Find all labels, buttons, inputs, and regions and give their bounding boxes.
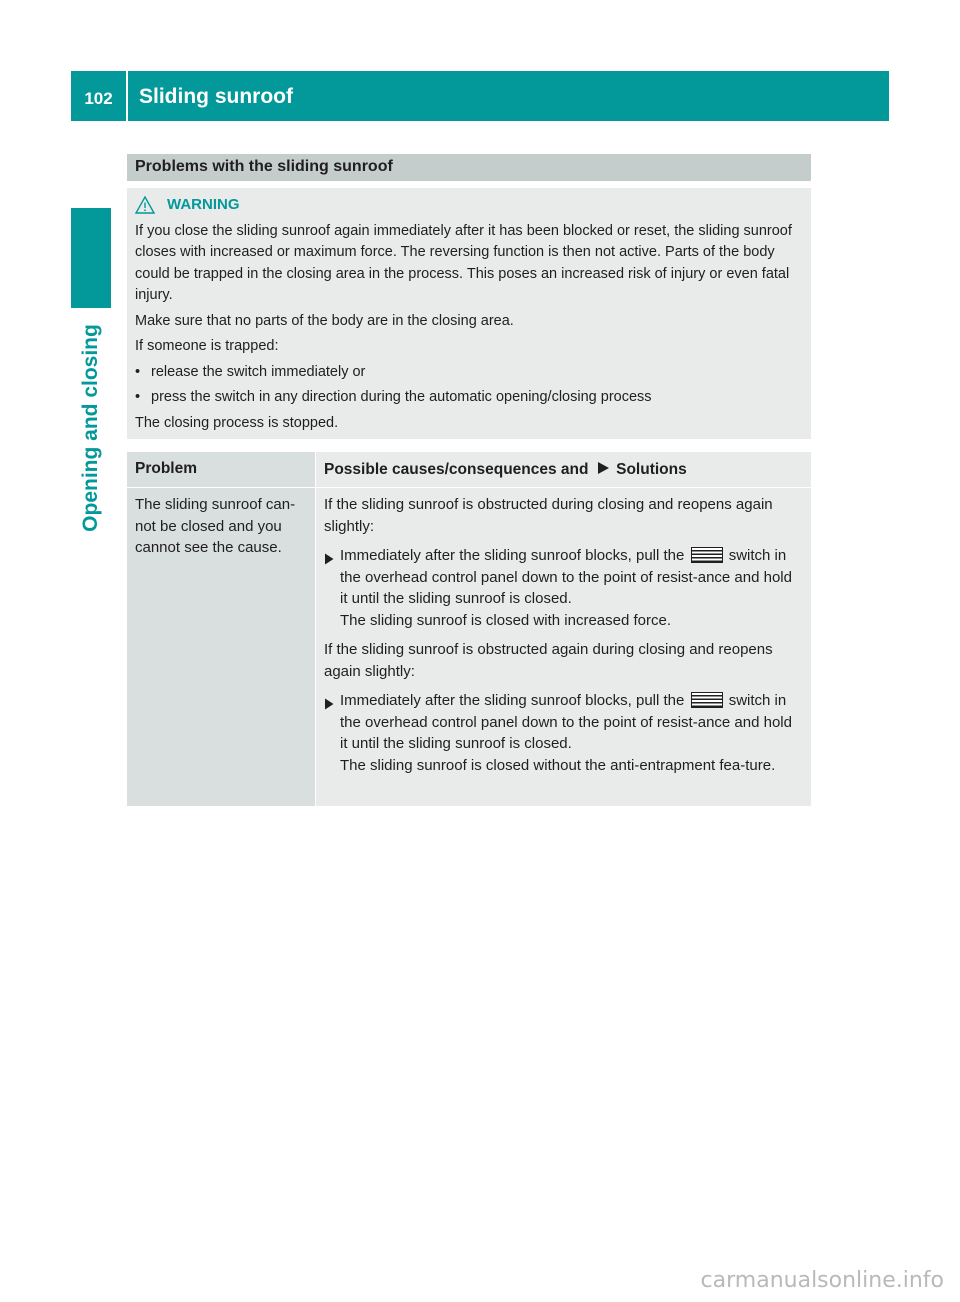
problem-cell: The sliding sunroof can-not be closed and you cannot see the cause.: [127, 488, 315, 806]
list-item: [135, 362, 803, 384]
sunroof-switch-icon: [691, 692, 723, 708]
side-tab: [71, 308, 111, 548]
warning-paragraph: If you close the sliding sunroof again immediately after it has been blocked or reset, the sliding sunroof closes with increased or maximum force. The reversing function is then not active. Parts of the body could be trapped in the closing area in the process. This poses an increased risk of injury or even fatal injury.: [135, 222, 792, 303]
step-text: Immediately after the sliding sunroof blocks, pull the: [340, 547, 685, 564]
column-header-causes: Possible causes/consequences and: [324, 461, 589, 478]
side-tab-marker: [71, 208, 111, 308]
sunroof-switch-icon: [691, 547, 723, 563]
step-text: switch in the overhead control panel down to the point of resist-ance and hold it until the sliding sunroof is closed.: [340, 547, 792, 607]
page-number: 102: [84, 89, 113, 108]
step-result: The sliding sunroof is closed without the anti-entrapment fea-ture.: [340, 756, 776, 774]
warning-bullet-list: [135, 362, 803, 409]
warning-closing: The closing process is stopped.: [135, 414, 339, 431]
warning-heading: [135, 194, 803, 216]
warning-label: WARNING: [167, 196, 240, 213]
solution-step: [324, 545, 803, 631]
column-header-solutions-label: Solutions: [616, 461, 687, 478]
warning-paragraph: Make sure that no parts of the body are in the closing area.: [135, 312, 514, 329]
cause-text: If the sliding sunroof is obstructed again during closing and reopens again slightly:: [324, 641, 773, 680]
column-header-problem: Problem: [127, 452, 315, 487]
watermark: carmanualsonline.info: [700, 1268, 944, 1293]
step-text: Immediately after the sliding sunroof blocks, pull the: [340, 692, 685, 709]
bullet-text: press the switch in any direction during the automatic opening/closing process: [151, 389, 652, 405]
table-header: [127, 452, 811, 487]
bullet-text: release the switch immediately or: [151, 363, 366, 380]
play-arrow-icon: [596, 461, 610, 475]
chapter-title: Sliding sunroof: [139, 85, 293, 108]
solution-step: [324, 690, 803, 776]
list-item: [135, 387, 803, 409]
step-text: switch in the overhead control panel down to the point of resist-ance and hold it until the sliding sunroof is closed.: [340, 692, 792, 752]
step-content: [340, 690, 803, 776]
warning-box: [127, 188, 811, 439]
bullet-icon: •: [135, 363, 141, 380]
side-tab-label: Opening and closing: [79, 324, 102, 532]
step-result: The sliding sunroof is closed with increased force.: [340, 611, 671, 629]
column-header-solutions: [315, 452, 811, 487]
step-arrow-icon: [324, 690, 340, 776]
page-header: [71, 71, 889, 121]
table-row: [127, 488, 811, 806]
step-arrow-icon: [324, 545, 340, 631]
solutions-cell: [315, 488, 811, 806]
cause-text: If the sliding sunroof is obstructed during closing and reopens again slightly:: [324, 496, 773, 535]
warning-paragraph: If someone is trapped:: [135, 338, 279, 354]
bullet-icon: •: [135, 389, 141, 405]
section-title: Problems with the sliding sunroof: [127, 154, 811, 181]
warning-triangle-icon: [135, 196, 155, 214]
step-content: [340, 545, 803, 631]
